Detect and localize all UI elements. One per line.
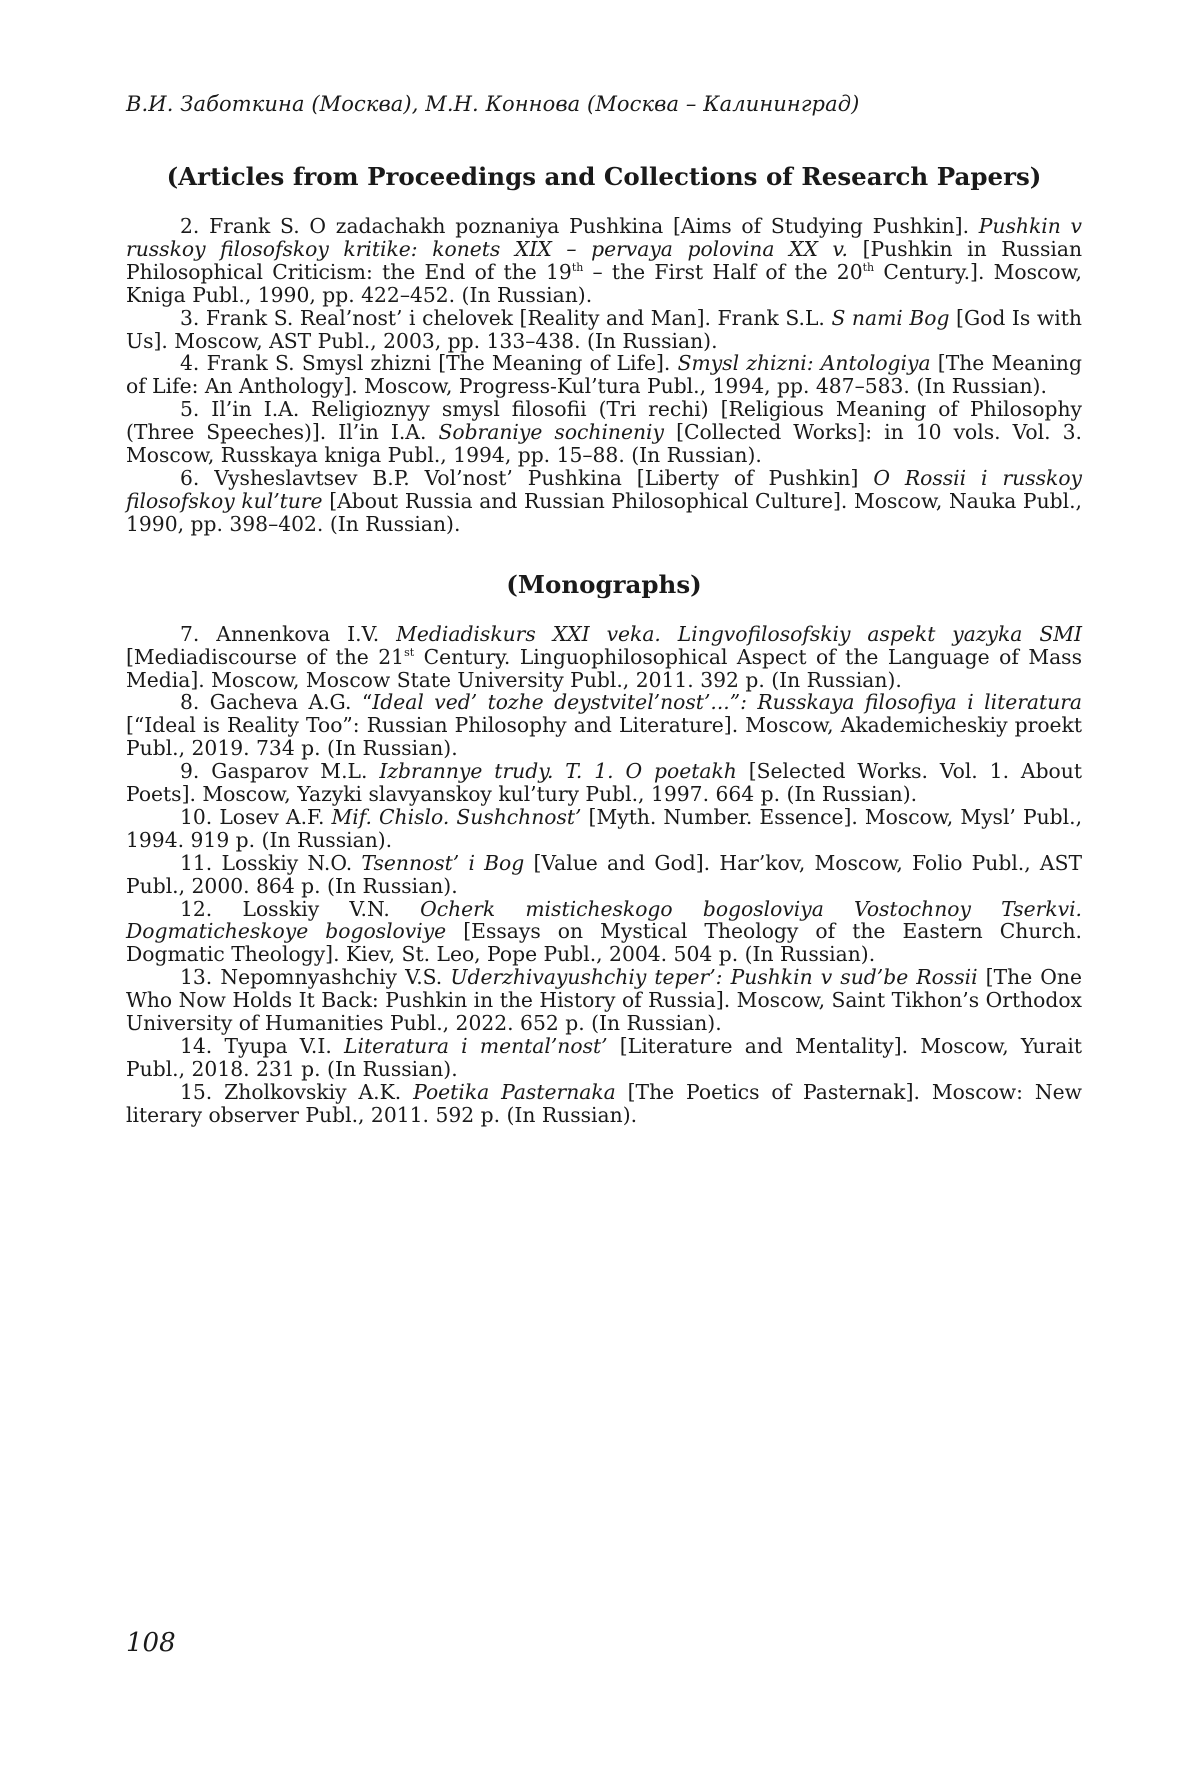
reference-text: [God Is with Us]. Moscow, AST Publ., 2003, pp. 133–438. (In Russian). [126,305,1082,353]
reference-text: 8. Gacheva A.G. “ [180,690,373,715]
ordinal-suffix: th [571,260,584,274]
reference-title: Sobraniye sochineniy [438,420,665,445]
reference-text: [The Poetics of Pasternak]. Moscow: New literary observer Publ., 2011. 592 p. (In Russian). [126,1079,1083,1127]
reference-item [126,852,1082,898]
reference-text: [Pushkin in Russian Philosophical Criticism: the End of the 19 [126,236,1083,284]
reference-title: S nami Bog [831,305,950,330]
reference-text: 15. Zholkovskiy A.K. [180,1079,414,1104]
reference-text: 10. Losev A.F. [180,804,332,829]
reference-title: Mediadiskurs XXI veka. Lingvofilosofskiy aspekt yazyka SMI [396,621,1082,646]
reference-text: [The One Who Now Holds It Back: Pushkin in the History of Russia]. Moscow, Saint Tikhon’s Orthodox University of Humanities Publ., 2022. 652 p. (In Russian). [126,965,1082,1036]
reference-text: [Collected Works]: in 10 vols. Vol. 3. Moscow, Russkaya kniga Publ., 1994, pp. 15–88. (In Russian). [126,420,1082,468]
reference-text: [Literature and Mentality]. Moscow, Yurait Publ., 2018. 231 p. (In Russian). [126,1034,1082,1081]
reference-text: Century.]. Moscow, Kniga Publ., 1990, pp. 422–452. (In Russian). [126,259,1082,307]
reference-text: 12. Losskiy V.N. [180,896,421,921]
reference-text: – the First Half of the 20 [583,259,863,284]
section-title-monographs: (Monographs) [506,569,702,599]
reference-title: Poetika Pasternaka [413,1079,616,1104]
reference-title: Mif. Chislo. Sushchnost’ [331,804,582,829]
reference-item [126,898,1082,967]
reference-item [126,760,1082,806]
reference-text: 9. Gasparov M.L. [180,759,380,784]
reference-text: [Myth. Number. Essence]. Moscow, Mysl’ Publ., 1994. 919 p. (In Russian). [126,804,1083,852]
reference-item [126,307,1082,353]
reference-title: Ocherk misticheskogo bogosloviya Vostochnoy Tserkvi. Dogmaticheskoye bogosloviye [126,896,1083,944]
reference-text: Century. Linguophilosophical Aspect of the Language of Mass Media]. Moscow, Moscow State University Publ., 2011. 392 p. (In Russian). [126,644,1082,692]
ordinal-suffix: th [862,260,875,274]
reference-text: 5. Il’in I.A. Religioznyy smysl filosofii (Tri rechi) [Religious Meaning of Philosophy (Three Speeches)]. Il’in I.A. [126,397,1082,445]
reference-text: [Mediadiscourse of the 21 [126,644,405,669]
reference-text: 14. Tyupa V.I. [180,1034,345,1058]
reference-text: [Essays on Mystical Theology of the Eastern Church. Dogmatic Theology]. Kiev, St. Leo, Pope Publ., 2004. 504 p. (In Russian). [126,919,1082,967]
reference-title: Smysl zhizni: Antologiya [677,351,931,376]
running-head: В.И. Заботкина (Москва), М.Н. Коннова (Москва – Калининград) [126,92,860,116]
reference-item [126,1035,1082,1081]
reference-title: O Rossii i russkoy filosofskoy kul’ture [126,465,1082,513]
reference-item [126,352,1082,398]
page-number: 108 [126,1628,176,1658]
reference-text: 4. Frank S. Smysl zhizni [The Meaning of Life]. [180,351,678,376]
reference-item [126,215,1082,307]
reference-item [126,398,1082,467]
section-title-proceedings: (Articles from Proceedings and Collections of Research Papers) [166,162,1042,191]
reference-text: [Selected Works. Vol. 1. About Poets]. Moscow, Yazyki slavyanskoy kul’tury Publ., 1997. 664 p. (In Russian). [126,759,1082,807]
reference-text: 13. Nepomnyashchiy V.S. [180,965,451,990]
reference-item [126,467,1082,536]
reference-title: Izbrannye trudy. T. 1. O poetakh [379,759,737,784]
reference-text: 2. Frank S. O zadachakh poznaniya Pushkina [Aims of Studying Pushkin]. [180,214,979,238]
reference-text: 7. Annenkova I.V. [180,621,397,646]
page-body [126,92,1082,1127]
reference-title: Ideal ved’ tozhe deystvitel’nost’...”: Russkaya filosofiya i literatura [372,690,1083,715]
ordinal-suffix: st [404,645,415,659]
reference-text: 11. Losskiy N.O. [180,850,362,875]
reference-item [126,806,1082,852]
monographs-reference-list [126,623,1082,1127]
reference-title: Tsennost’ i Bog [361,850,525,875]
reference-text: 3. Frank S. Real’nost’ i chelovek [Reality and Man]. Frank S.L. [180,305,832,330]
proceedings-reference-list [126,215,1082,536]
reference-text: [“Ideal is Reality Too”: Russian Philosophy and Literature]. Moscow, Akademicheskiy proekt Publ., 2019. 734 p. (In Russian). [126,713,1082,761]
reference-item [126,623,1082,692]
reference-item [126,966,1082,1035]
reference-title: Uderzhivayushchiy teper’: Pushkin v sud’be Rossii [450,965,978,990]
reference-text: [The Meaning of Life: An Anthology]. Moscow, Progress-Kul’tura Publ., 1994, pp. 487–583. (In Russian). [126,351,1082,399]
reference-text: [About Russia and Russian Philosophical Culture]. Moscow, Nauka Publ., 1990, pp. 398–402. (In Russian). [126,488,1083,536]
reference-item [126,691,1082,760]
reference-title: Pushkin v russkoy filosofskoy kritike: konets XIX – pervaya polovina XX v. [126,214,1082,261]
reference-text: 6. Vysheslavtsev B.P. Vol’nost’ Pushkina [Liberty of Pushkin] [180,465,874,490]
reference-item [126,1081,1082,1127]
reference-text: [Value and God]. Har’kov, Moscow, Folio Publ., AST Publ., 2000. 864 p. (In Russian). [126,850,1082,898]
reference-title: Literatura i mental’nost’ [344,1034,608,1058]
